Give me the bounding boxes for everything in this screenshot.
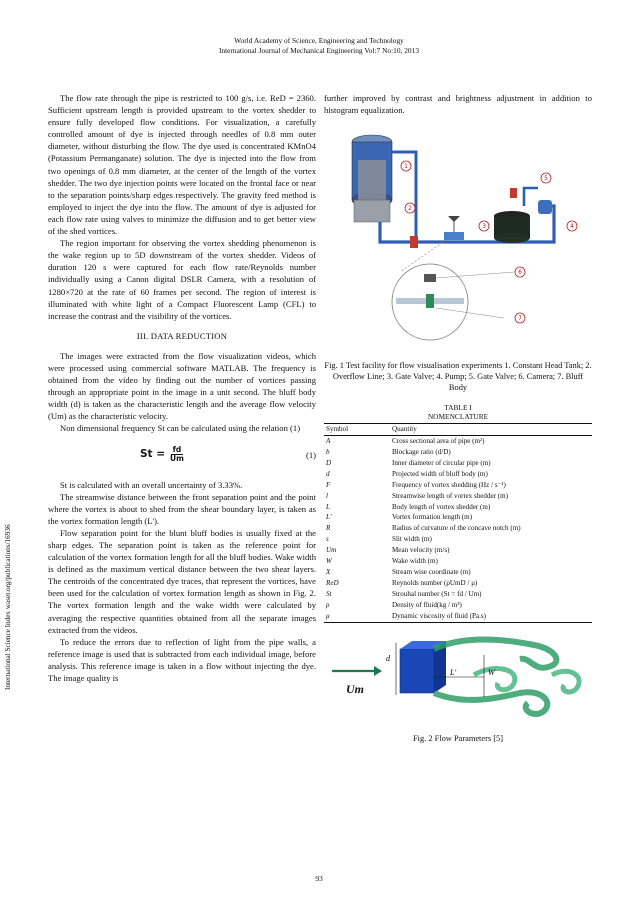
body-paragraph: St is calculated with an overall uncertainty of 3.33%. [60,479,243,490]
bluff-body-block [400,649,434,693]
gate-valve [410,236,418,248]
table-row [324,600,592,611]
table-row [324,556,592,567]
table-row [324,523,592,534]
table-row [324,567,592,578]
camera-icon [424,274,436,282]
label-d: d [386,653,390,663]
right-column [324,92,592,744]
upper-shear-layer [434,639,556,667]
test-section [444,232,464,240]
quantity-cell: Density of fluid(kg / m³) [392,600,462,609]
side-watermark-text: International Science Index waset.org/publications/16936 [4,524,12,690]
flow-arrow-head [374,666,382,676]
body-paragraph: The region important for observing the vortex shedding phenomenon is the wake region up to 5D downstream of the vortex shedder. Videos of duration 120 s were captured for each flow rate/Reynolds number individually using a Canon digital DSLR Camera, with a resolution of 1280×720 at the rate of 60 frames per second. The region of interest is illuminated with white light of a Compact Fluorescent Lamp (CFL) to increase the contrast and the visibility of the vortices. [48,238,316,321]
symbol-cell: s [326,535,329,544]
gate-valve [510,188,517,198]
journal-line-1: World Academy of Science, Engineering and Technology [234,36,404,45]
quantity-cell: Mean velocity (m/s) [392,546,450,555]
equation-number: (1) [305,449,316,460]
quantity-cell: Inner diameter of circular pipe (m) [392,458,491,467]
section-heading: III. DATA REDUCTION [136,330,228,341]
symbol-cell: ReD [326,578,339,587]
quantity-cell: Wake width (m) [392,557,438,566]
quantity-cell: Stream wise coordinate (m) [392,567,471,576]
callout-5: 5 [544,175,548,183]
callout-3: 3 [482,223,486,231]
journal-line-2: International Journal of Mechanical Engineering Vol:7 No:10, 2013 [218,46,420,55]
table-row [324,611,592,622]
sump-bottom [494,233,530,243]
equation-fraction [170,446,184,463]
quantity-cell: Streamwise length of vortex shedder (m) [392,491,509,500]
header-quantity: Quantity [390,424,592,436]
symbol-cell: St [326,589,332,598]
table-row [324,512,592,523]
body-paragraph: Non dimensional frequency St can be calculated using the relation (1) [60,423,301,434]
equation-body [140,446,184,463]
table-row [324,545,592,556]
symbol-cell: μ [324,611,390,622]
lower-shear-layer [434,692,547,714]
figure-1-test-facility [324,122,592,354]
symbol-cell: Um [326,546,337,555]
page-number: 93 [315,874,323,883]
return-pipe [524,188,538,206]
table-row [324,589,592,600]
dye-funnel [448,216,460,222]
body-paragraph: Flow separation point for the blunt bluff bodies is usually fixed at the sharp edges. The separation point is taken as the reference point for calculation of the vortex formation length for all the bluff bodies. Wake width is defined as the maximum vertical distance between the two shear layers. The centroids of the concentrated dye traces, that represent the vortices, have been used for the calculation of vortex formation length as shown in Fig. 2. The vortex formation length and the wake width were calculated by averaging the respective quantities obtained from all the separate images extracted from the videos. [48,527,316,635]
header-symbol: Symbol [324,424,390,436]
test-facility-illustration [324,122,592,354]
symbol-cell: X [326,567,331,576]
symbol-cell: L [326,502,330,511]
body-paragraph: The flow rate through the pipe is restricted to 100 g/s, i.e. ReD = 2360. Sufficient upstream length is provided upstream to the vortex shedder to ensure fully developed flow conditions. For visualization, a carefully controlled amount of dye is injected through needles of 0.8 mm outer diameter, without disturbing the flow. The dye used is concentrated KMnO4 (Potassium Permanganate) solution. The dye is injected into the flow from two openings of 0.8 mm diameter, at the center of the length of the vortex shedder. The two dye injection points were located on the frontal face or near to the separation points/sharp edges respectively. The gravity feed method is employed to inject the dye into the flow. The amount of dye is adjusted for each flow rate using valves to minimize the diffusion and to get better view of the shed vortices. [48,93,316,237]
callout-6: 6 [518,269,522,277]
callout-7: 7 [518,315,522,323]
page-header [0,36,638,56]
tank-base [354,200,390,222]
bluff-body [426,294,434,308]
body-paragraph: The streamwise distance between the front separation point and the point where the vortex is about to shed from the shear boundary layer, is taken as the vortex formation length (L'). [48,491,316,526]
flow-parameters-illustration [324,635,592,727]
pump [538,200,552,214]
label-w: W [488,667,495,677]
quantity-cell: Dynamic viscosity of fluid (Pa.s) [390,611,592,622]
table-row [324,447,592,458]
quantity-cell: Slit width (m) [392,535,432,544]
table-title [324,403,592,421]
equation-numerator: fd [172,444,182,454]
left-column [48,92,316,684]
quantity-cell: Body length of vortex shedder (m) [392,502,491,511]
callout-1: 1 [404,163,408,171]
symbol-cell: W [326,557,332,566]
callout-4: 4 [570,223,574,231]
table-row [324,458,592,469]
symbol-cell: l [326,491,328,500]
label-um: Um [346,681,364,696]
quantity-cell: Reynolds number (ρUmD / μ) [392,578,478,587]
quantity-cell: Blockage ratio (d/D) [392,448,451,456]
quantity-cell: Vortex formation length (m) [392,513,473,522]
table-row [324,534,592,545]
symbol-cell: b [326,448,330,456]
tank-stand [358,160,386,200]
quantity-cell: Frequency of vortex shedding (Hz / s⁻¹) [392,480,506,489]
body-paragraph: To reduce the errors due to reflection of light from the pipe walls, a reference image is used that is subtracted from each individual image, before analysis. This reference image is taken in a flow without injecting the dye. The image quality is [48,636,316,684]
label-l-prime: L' [450,667,457,677]
body-paragraph: further improved by contrast and brightness adjustment in addition to histogram equalization. [324,93,592,116]
symbol-cell: F [326,480,331,489]
equation-lhs: St = [140,447,166,460]
callout-2: 2 [408,205,412,213]
quantity-cell: Strouhal number (St = fd / Um) [392,589,482,598]
figure-1-caption: Fig. 1 Test facility for flow visualisation experiments 1. Constant Head Tank; 2. Overflow Line; 3. Gate Valve; 4. Pump; 5. Gate Valve; 6. Camera; 7. Bluff Body [324,361,592,393]
table-row [324,578,592,589]
table-row [324,480,592,491]
table-row [324,469,592,480]
table-row [324,502,592,513]
symbol-cell: D [326,458,332,467]
quantity-cell: Projected width of bluff body (m) [392,469,488,478]
symbol-cell: ρ [326,600,330,609]
quantity-cell: Radius of curvature of the concave notch (m) [392,524,521,533]
symbol-cell: d [326,469,330,478]
figure-2-flow-parameters [324,635,592,727]
equation-denominator: Um [170,453,184,463]
table-name: NOMENCLATURE [427,412,489,422]
symbol-cell: A [326,437,331,446]
table-header-row [324,424,592,436]
equation-1 [48,443,316,469]
nomenclature-table [324,423,592,622]
shed-vortex [552,671,579,692]
table-number: TABLE I [444,403,472,413]
symbol-cell: L' [326,513,332,522]
table-row [324,491,592,502]
body-paragraph: The images were extracted from the flow visualization videos, which were processed using commercial software MATLAB. The frequency is obtained from the video by finding out the number of vortices passing through an appropriate point in the image in a unit second. The bluff body width (d) is taken as the characteristic length and the average flow velocity (Um) as the characteristic velocity. [48,350,316,422]
table-row [324,436,592,447]
symbol-cell: R [326,524,331,533]
quantity-cell: Cross sectional area of pipe (m²) [392,437,485,446]
figure-2-caption: Fig. 2 Flow Parameters [5] [412,733,504,743]
